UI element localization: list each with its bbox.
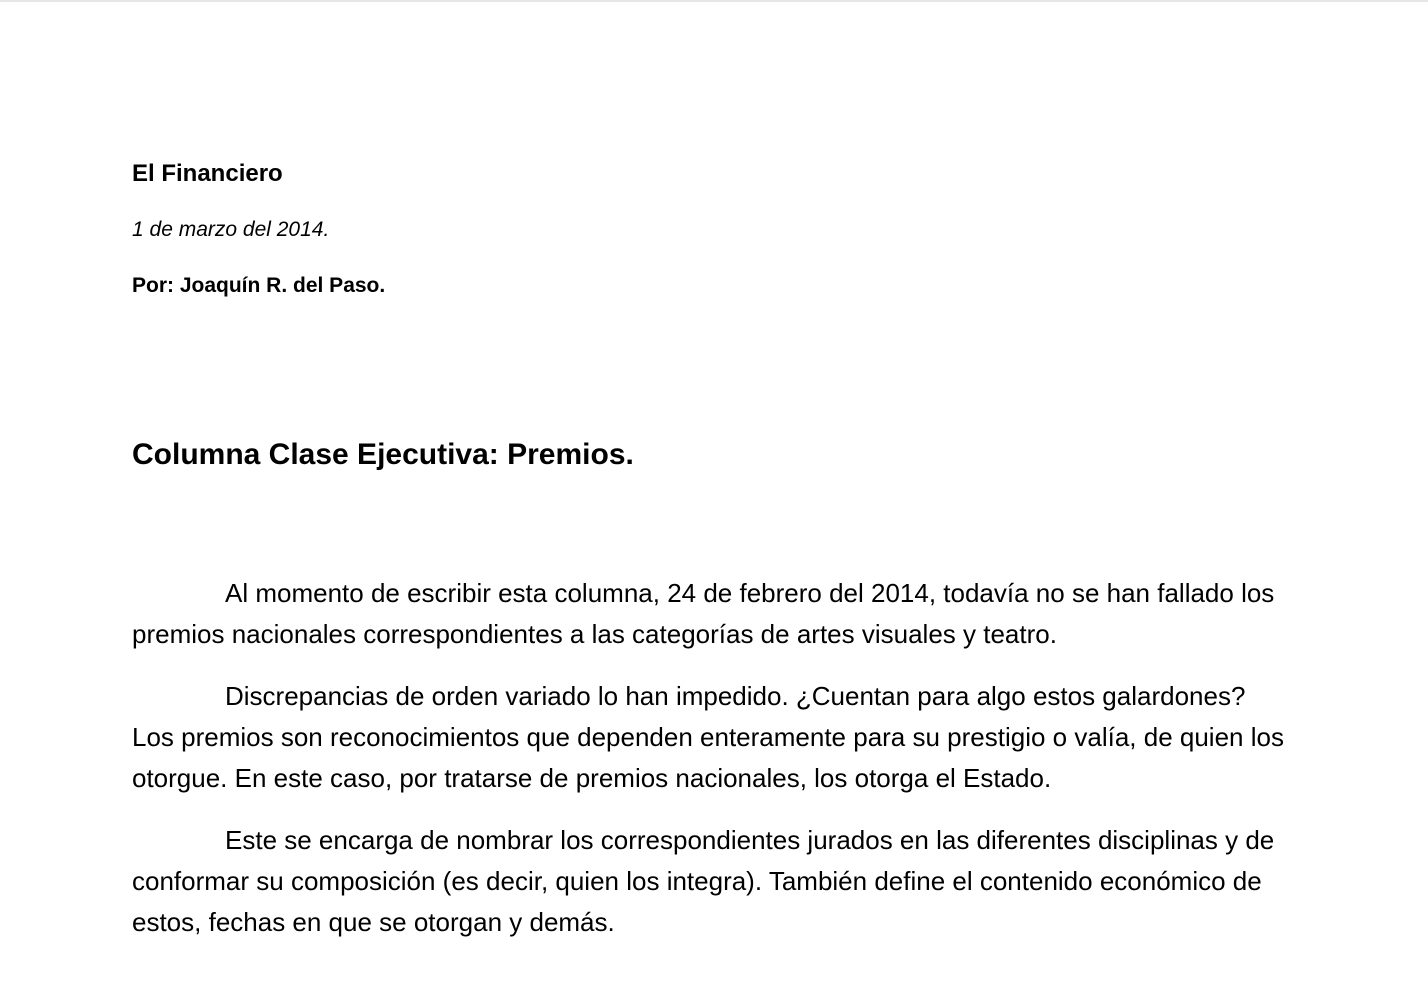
article-paragraph: Al momento de escribir esta columna, 24 de febrero del 2014, todavía no se han fallado los premios nacionales correspondientes a las categorías de artes visuales y teatro. xyxy=(132,578,1275,649)
publication-name: El Financiero xyxy=(132,160,283,187)
article-body xyxy=(132,573,1292,964)
page-top-edge xyxy=(0,0,1428,2)
publication-date: 1 de marzo del 2014. xyxy=(132,218,330,241)
article-paragraph: Este se encarga de nombrar los correspondientes jurados en las diferentes disciplinas y de conformar su composición (es decir, quien los integra). También define el contenido económico de estos, fechas en que se otorgan y demás. xyxy=(132,825,1275,937)
article-paragraph: Discrepancias de orden variado lo han impedido. ¿Cuentan para algo estos galardones? Los premios son reconocimientos que dependen enteramente para su prestigio o valía, de quien los otorgue. En este caso, por tratarse de premios nacionales, los otorga el Estado. xyxy=(132,681,1284,793)
article-headline: Columna Clase Ejecutiva: Premios. xyxy=(132,438,634,471)
author-byline: Por: Joaquín R. del Paso. xyxy=(132,274,386,297)
